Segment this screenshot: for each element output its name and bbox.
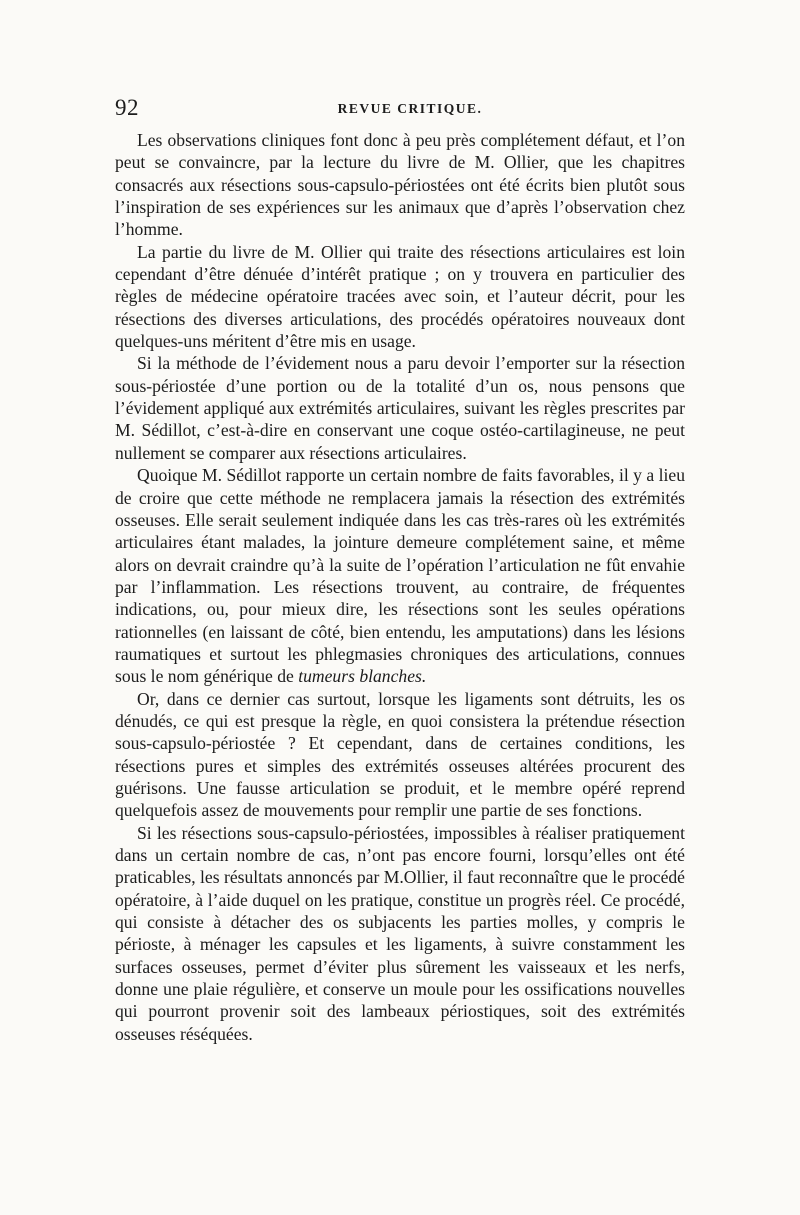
paragraph-6: Si les résections sous-capsulo-périostées, impossibles à réaliser pratiquement dans un certain nombre de cas, n’ont pas encore fourni, lorsqu’elles ont été praticables, les résultats annoncés par M.Ollier, il faut reconnaître que le procédé opératoire, à l’aide duquel on les pratique, constitue un progrès réel. Ce procédé, qui consiste à détacher des os subjacents les parties molles, y compris le périoste, à ménager les capsules et les ligaments, à suivre constamment les surfaces osseuses, permet d’éviter plus sûrement les vaisseaux et les nerfs, donne une plaie régulière, et conserve un moule pour les ossifications nouvelles qui pourront provenir soit des lambeaux périostiques, soit des extrémités osseuses réséquées. <box>115 822 685 1044</box>
page-header <box>115 95 685 125</box>
page-number: 92 <box>115 95 139 120</box>
paragraph-1: Les observations cliniques font donc à peu près complétement défaut, et l’on peut se convaincre, par la lecture du livre de M. Ollier, que les chapitres consacrés aux résections sous-capsulo-périostées ont été écrits bien plutôt sous l’inspiration de ses expériences sur les animaux que d’après l’observation chez l’homme. <box>115 130 685 240</box>
body-text <box>115 129 685 1045</box>
italic-term: tumeurs blanches. <box>298 666 427 687</box>
paragraph-2: La partie du livre de M. Ollier qui traite des résections articulaires est loin cependant d’être dénuée d’intérêt pratique ; on y trouvera en particulier des règles de médecine opératoire tracées avec soin, et l’auteur décrit, pour les résections des diverses articulations, des procédés opératoires nouveaux dont quelques-uns méritent d’être mis en usage. <box>115 241 685 352</box>
running-title: REVUE CRITIQUE. <box>337 101 483 116</box>
paragraph-4 <box>115 464 685 687</box>
book-page <box>115 95 685 1045</box>
paragraph-3: Si la méthode de l’évidement nous a paru devoir l’emporter sur la résection sous-périostée d’une portion ou de la totalité d’un os, nous pensons que l’évidement appliqué aux extrémités articulaires, suivant les règles prescrites par M. Sédillot, c’est-à-dire en conservant une coque ostéo-cartilagineuse, ne peut nullement se comparer aux résections articulaires. <box>115 353 685 463</box>
paragraph-4-text: Quoique M. Sédillot rapporte un certain nombre de faits favorables, il y a lieu de croire que cette méthode ne remplacera jamais la résection des extrémités osseuses. Elle serait seulement indiquée dans les cas très-rares où les extrémités articulaires étant malades, la jointure demeure complétement saine, et même alors on devrait craindre qu’à la suite de l’opération l’articulation ne fût envahie par l’inflammation. Les résections trouvent, au contraire, de fréquentes indications, ou, pour mieux dire, les résections sont les seules opérations rationnelles (en laissant de côté, bien entendu, les amputations) dans les lésions raumatiques et surtout les phlegmasies chroniques des articulations, connues sous le nom générique de <box>115 465 685 687</box>
paragraph-5: Or, dans ce dernier cas surtout, lorsque les ligaments sont détruits, les os dénudés, ce qui est presque la règle, en quoi consistera la prétendue résection sous-capsulo-périostée ? Et cependant, dans de certaines conditions, les résections pures et simples des extrémités osseuses altérées procurent des guérisons. Une fausse articulation se produit, et le membre opéré reprend quelquefois assez de mouvements pour remplir une partie de ses fonctions. <box>115 688 685 821</box>
